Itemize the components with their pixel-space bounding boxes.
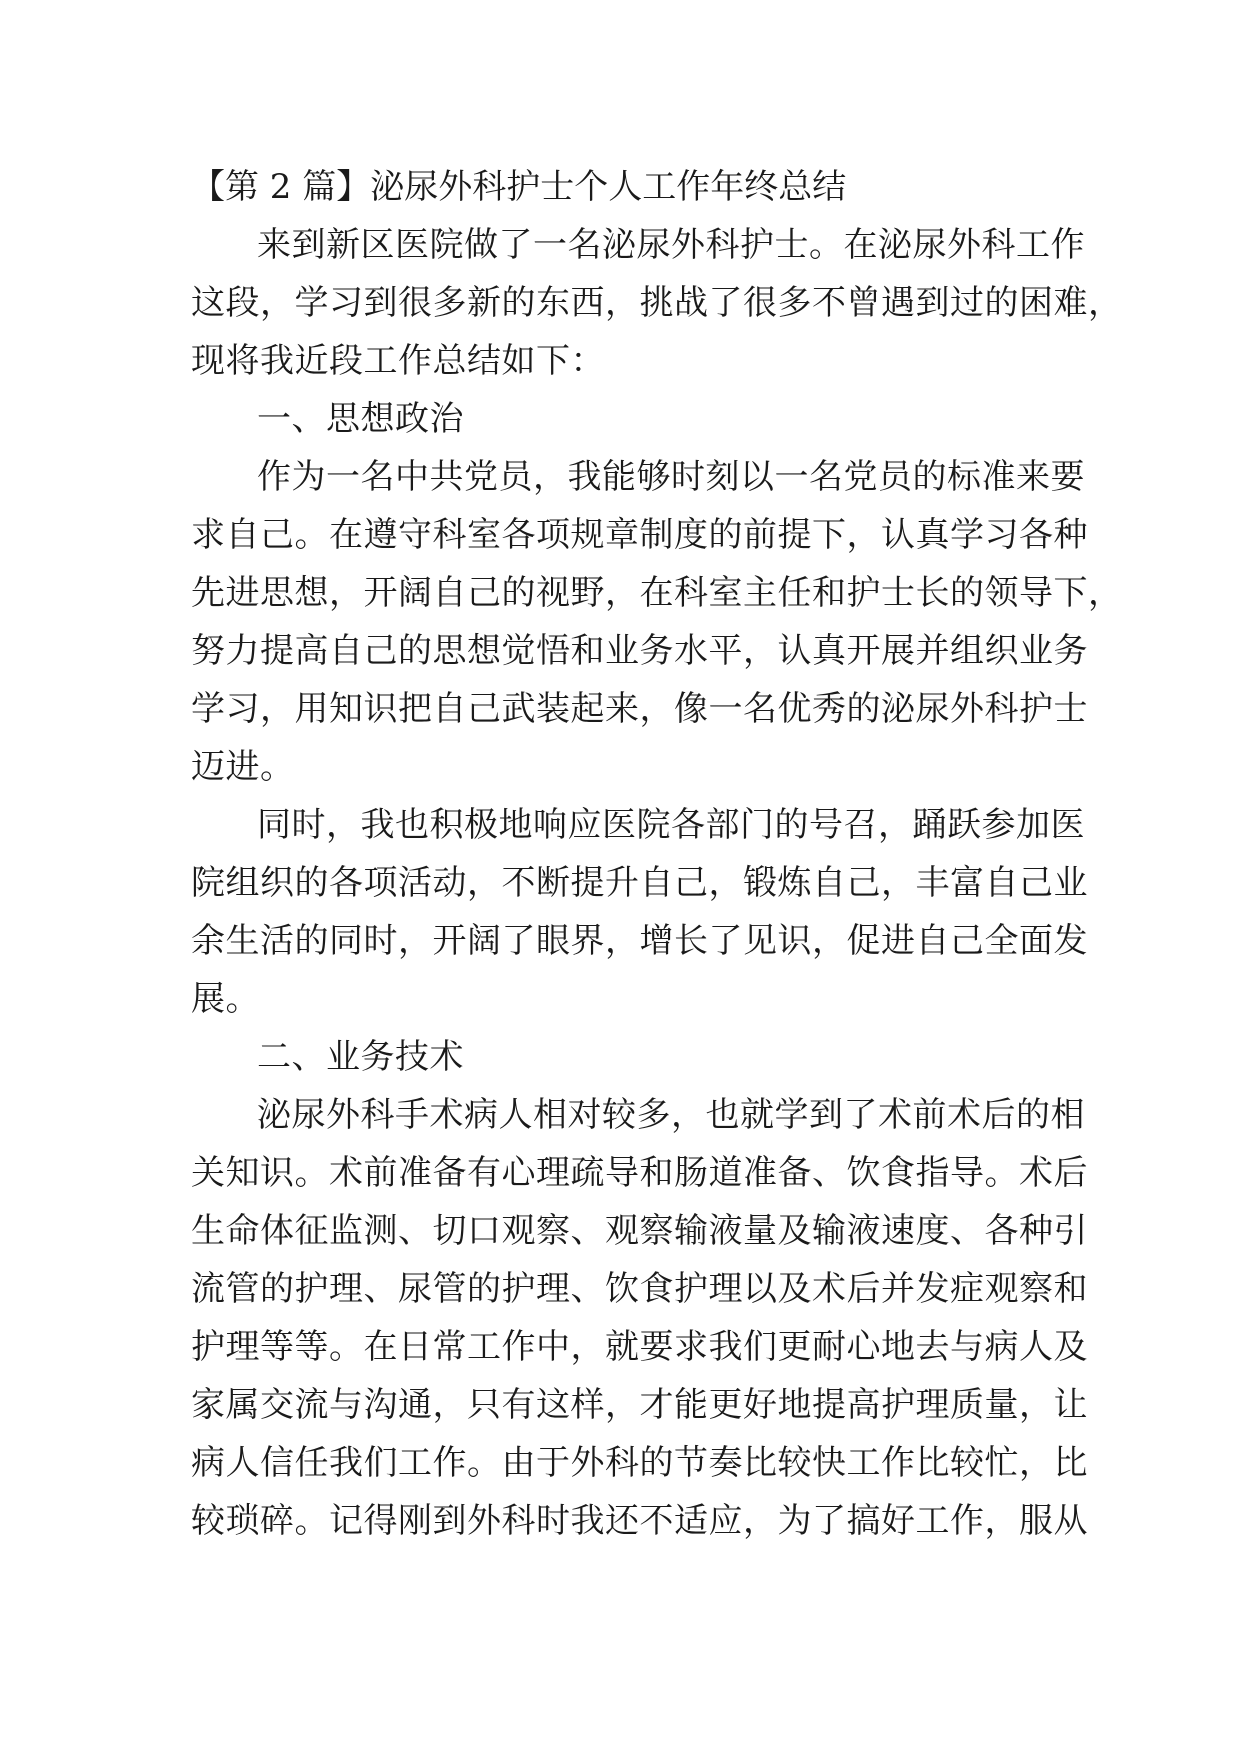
paragraph-politics-1 xyxy=(191,448,1123,796)
text-line: 先进思想，开阔自己的视野，在科室主任和护士长的领导下， xyxy=(191,573,1123,613)
document-title: 【第 2 篇】泌尿外科护士个人工作年终总结 xyxy=(191,167,847,207)
section-heading: 二、业务技术 xyxy=(257,1037,464,1077)
document-page xyxy=(191,158,1123,1550)
text-line: 流管的护理、尿管的护理、饮食护理以及术后并发症观察和 xyxy=(191,1269,1088,1309)
paragraph-intro xyxy=(191,216,1123,390)
section-heading-technique xyxy=(191,1028,1053,1086)
section-heading: 一、思想政治 xyxy=(257,399,464,439)
text-line: 余生活的同时，开阔了眼界，增长了见识，促进自己全面发 xyxy=(191,921,1088,961)
text-line: 努力提高自己的思想觉悟和业务水平，认真开展并组织业务 xyxy=(191,631,1088,671)
text-line: 作为一名中共党员，我能够时刻以一名党员的标准来要 xyxy=(257,457,1085,497)
text-line: 护理等等。在日常工作中，就要求我们更耐心地去与病人及 xyxy=(191,1327,1088,1367)
text-line: 迈进。 xyxy=(191,747,295,787)
text-line: 求自己。在遵守科室各项规章制度的前提下，认真学习各种 xyxy=(191,515,1088,555)
text-line: 关知识。术前准备有心理疏导和肠道准备、饮食指导。术后 xyxy=(191,1153,1088,1193)
text-line: 院组织的各项活动，不断提升自己，锻炼自己，丰富自己业 xyxy=(191,863,1088,903)
text-line: 学习，用知识把自己武装起来，像一名优秀的泌尿外科护士 xyxy=(191,689,1088,729)
text-line: 现将我近段工作总结如下： xyxy=(191,341,605,381)
text-line: 展。 xyxy=(191,979,260,1019)
text-line: 生命体征监测、切口观察、观察输液量及输液速度、各种引 xyxy=(191,1211,1088,1251)
text-line: 这段，学习到很多新的东西，挑战了很多不曾遇到过的困难， xyxy=(191,283,1123,323)
text-line: 泌尿外科手术病人相对较多，也就学到了术前术后的相 xyxy=(257,1095,1085,1135)
text-line: 较琐碎。记得刚到外科时我还不适应，为了搞好工作，服从 xyxy=(191,1501,1088,1541)
text-line: 同时，我也积极地响应医院各部门的号召，踊跃参加医 xyxy=(257,805,1085,845)
text-line: 来到新区医院做了一名泌尿外科护士。在泌尿外科工作 xyxy=(257,225,1085,265)
section-heading-politics xyxy=(191,390,1053,448)
text-line: 家属交流与沟通，只有这样，才能更好地提高护理质量，让 xyxy=(191,1385,1088,1425)
text-line: 病人信任我们工作。由于外科的节奏比较快工作比较忙，比 xyxy=(191,1443,1088,1483)
paragraph-technique-1 xyxy=(191,1086,1088,1550)
paragraph-politics-2 xyxy=(191,796,1088,1028)
